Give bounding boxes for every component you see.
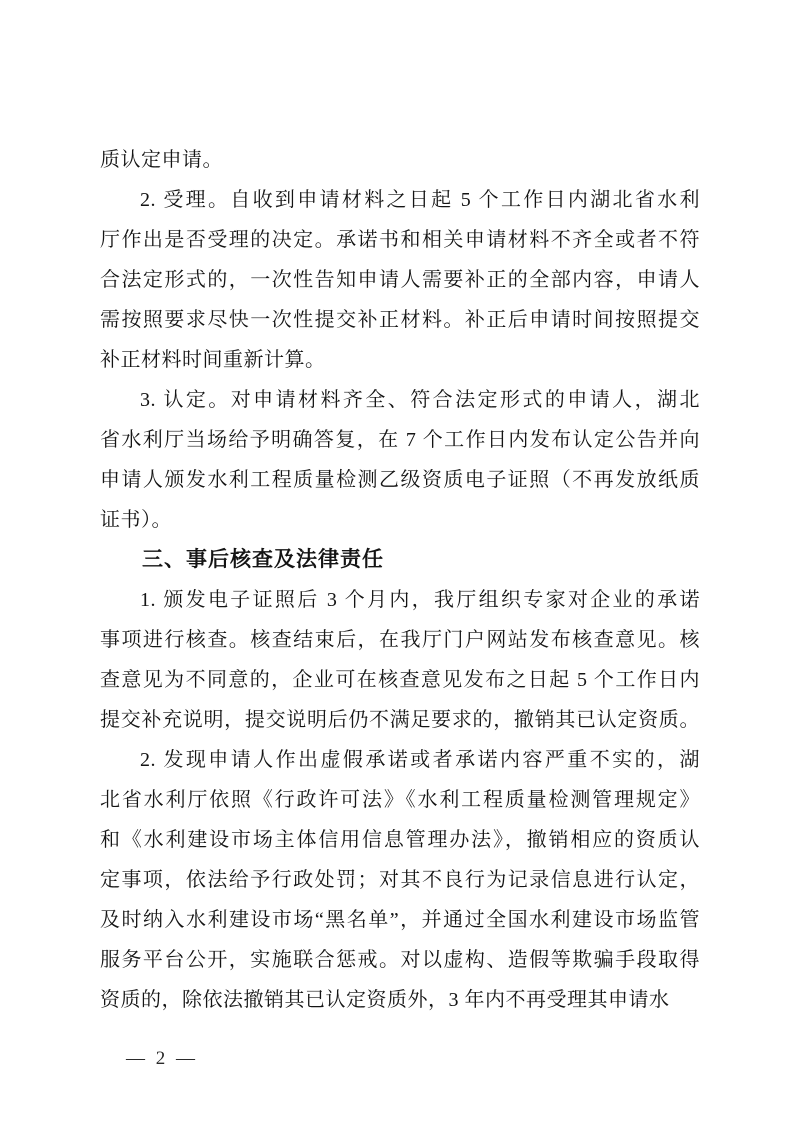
text-line: 3. 认定。对申请材料齐全、符合法定形式的申请人，湖北 — [140, 389, 700, 411]
text-line: 厅作出是否受理的决定。承诺书和相关申请材料不齐全或者不符 — [100, 229, 700, 251]
text-line: 北省水利厅依照《行政许可法》《水利工程质量检测管理规定》 — [100, 789, 700, 811]
text-line: 需按照要求尽快一次性提交补正材料。补正后申请时间按照提交 — [100, 309, 700, 331]
text-line: 及时纳入水利建设市场“黑名单”，并通过全国水利建设市场监管 — [100, 909, 700, 931]
text-line: 质认定申请。 — [100, 149, 223, 171]
section-heading: 三、事后核查及法律责任 — [142, 548, 384, 571]
text-line: 和《水利建设市场主体信用信息管理办法》，撤销相应的资质认 — [100, 829, 700, 851]
text-line: 服务平台公开，实施联合惩戒。对以虚构、造假等欺骗手段取得 — [100, 949, 700, 971]
text-line: 证书）。 — [100, 509, 172, 531]
text-line: 省水利厅当场给予明确答复，在 7 个工作日内发布认定公告并向 — [100, 429, 700, 451]
text-line: 提交补充说明，提交说明后仍不满足要求的，撤销其已认定资质。 — [100, 709, 700, 731]
text-line: 申请人颁发水利工程质量检测乙级资质电子证照（不再发放纸质 — [100, 469, 700, 491]
text-line: 补正材料时间重新计算。 — [100, 349, 326, 371]
text-line: 定事项，依法给予行政处罚；对其不良行为记录信息进行认定， — [100, 869, 700, 891]
document-body — [100, 140, 700, 1020]
text-line: 资质的，除依法撤销其已认定资质外，3 年内不再受理其申请水 — [100, 989, 670, 1011]
text-line: 2. 发现申请人作出虚假承诺或者承诺内容严重不实的，湖 — [140, 749, 700, 771]
text-line: 查意见为不同意的，企业可在核查意见发布之日起 5 个工作日内 — [100, 669, 700, 691]
text-line: 1. 颁发电子证照后 3 个月内，我厅组织专家对企业的承诺 — [140, 589, 700, 611]
text-line: 合法定形式的，一次性告知申请人需要补正的全部内容，申请人 — [100, 269, 700, 291]
text-line: 2. 受理。自收到申请材料之日起 5 个工作日内湖北省水利 — [140, 189, 700, 211]
page-number: — 2 — — [126, 1048, 198, 1069]
text-line: 事项进行核查。核查结束后，在我厅门户网站发布核查意见。核 — [100, 629, 700, 651]
